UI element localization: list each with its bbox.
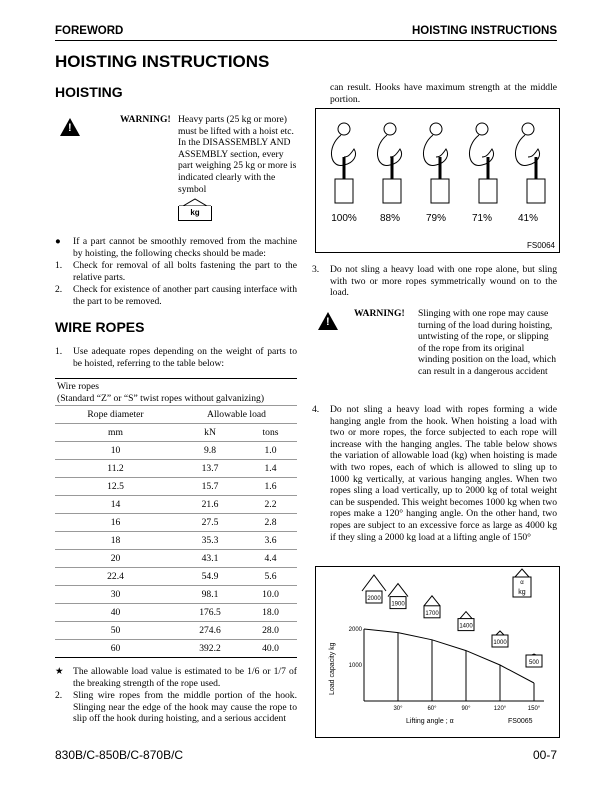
table-row [55,514,297,532]
col-header-load: Allowable load [207,408,266,420]
rope-item-2 [55,690,297,725]
list-number: 1. [55,260,63,271]
table-cell: 43.1 [176,550,244,568]
table-row [55,460,297,478]
table-row [55,568,297,586]
header-section: FOREWORD [55,25,124,37]
sling-icon [362,575,386,591]
y-tick-label: 1000 [348,663,362,669]
hook-strength-label: 100% [331,213,357,224]
hook-strength-label: 41% [517,213,539,224]
page-title: HOISTING INSTRUCTIONS [55,52,270,71]
table-row [55,496,297,514]
table-cell: 2.8 [244,514,297,532]
lifting-angle-figure [315,566,560,738]
list-text: Check for existence of another part causing interface with the part to be removed. [73,284,297,307]
table-cell: 14 [55,496,176,514]
load-label: 1700 [425,610,439,617]
hook-icon [331,123,355,203]
warning-text: Heavy parts (25 kg or more) must be lifted with a hoist etc. In the DISASSEMBLY AND ASSEMBLY section, every part weighing 25 kg or more is indicated clearly with the symbol [178,114,297,195]
table-cell: 35.3 [176,532,244,550]
page-header [55,26,557,41]
x-axis-label: Lifting angle ; α [406,718,454,725]
rope-item-1 [55,346,297,369]
sling-icon [496,631,504,635]
load-label: 1000 [493,640,507,646]
y-axis-label: Load capacity kg [329,642,336,695]
note-text: The allowable load value is estimated to be 1/6 or 1/7 of the breaking strength of the rope used. [73,666,297,689]
table-row [55,604,297,622]
list-text: Use adequate ropes depending on the weight of parts to be hoisted, referring to the table below: [73,346,297,369]
table-cell: 1.4 [244,460,297,478]
bullet-item [55,236,297,259]
rope-table-grid [55,406,297,657]
list-number: 2. [55,284,63,295]
bullet-text: If a part cannot be smoothly removed from the machine by hoisting, the following checks should be made: [73,236,297,259]
star-note [55,666,297,689]
table-cell: 18.0 [244,604,297,622]
table-cell: 54.9 [176,568,244,586]
check-item-1 [55,260,297,283]
star-icon: ★ [55,666,64,677]
table-row [55,586,297,604]
sling-icon [424,596,440,606]
hook-icon [423,123,449,203]
legend-angle-symbol: α [520,580,524,586]
hook-icon [515,123,545,203]
heading-hoisting: HOISTING [55,84,123,100]
table-cell: 10.0 [244,586,297,604]
load-label: 1900 [391,601,405,608]
table-cell: 27.5 [176,514,244,532]
y-tick-label: 2000 [348,627,362,633]
table-row [55,550,297,568]
sling-icon [460,612,472,619]
table-caption [55,379,297,406]
table-cell: 98.1 [176,586,244,604]
table-row [55,478,297,496]
table-row [55,532,297,550]
wire-rope-table [55,378,297,658]
lifting-angle-chart [316,567,559,737]
x-tick-label: 30° [393,706,403,712]
list-number: 3. [312,264,320,275]
hook-strength-figure [315,108,560,253]
hook-illustrations [316,109,559,252]
x-tick-label: 120° [493,706,507,712]
table-cell: 22.4 [55,568,176,586]
unit-mm: mm [55,424,176,442]
figure-code: FS0065 [508,718,533,725]
table-cell: 50 [55,622,176,640]
warning-heavy-parts [60,114,297,195]
table-cell: 9.8 [176,442,244,460]
caption-line: (Standard “Z” or “S” twist ropes without galvanizing) [57,392,265,404]
warning-label: WARNING! [120,114,171,125]
table-cell: 10 [55,442,176,460]
table-cell: 12.5 [55,478,176,496]
footer-page-number: 00-7 [532,748,557,762]
list-number: 4. [312,404,320,415]
table-cell: 20 [55,550,176,568]
load-label: 2000 [367,596,381,602]
col-header-diameter: Rope diameter [87,408,144,420]
table-cell: 274.6 [176,622,244,640]
caption-line: Wire ropes [57,381,99,392]
x-tick-label: 150° [527,706,541,712]
table-cell: 21.6 [176,496,244,514]
table-row [55,640,297,658]
table-cell: 1.6 [244,478,297,496]
load-label: 500 [528,660,540,666]
table-cell: 5.6 [244,568,297,586]
legend-sling-icon [515,569,529,577]
table-cell: 176.5 [176,604,244,622]
hook-strength-label: 71% [471,213,493,224]
header-topic: HOISTING INSTRUCTIONS [411,25,557,37]
list-text: Do not sling a heavy load with ropes forming a wide hanging angle from the hook. When hoisting a load with two or more ropes, the force subjected to each rope will increase with the hanging angles. The table below shows the variation of allowable load (kg) when hoisting is made with two ropes, each of which is allowed to sling up to 1000 kg vertically, at various hanging angles. When two ropes sling a load vertically, up to 2000 kg of total weight can be suspended. This weight becomes 1000 kg when two ropes make a 120° hanging angle. On the other hand, two ropes are subject to an excessive force as large as 4000 kg if they sling a 2000 kg load at a lifting angle of 150° [330,404,557,543]
table-cell: 4.4 [244,550,297,568]
warning-label: WARNING! [354,308,405,319]
table-cell: 13.7 [176,460,244,478]
table-row [55,442,297,460]
hook-strength-label: 88% [379,213,401,224]
table-cell: 11.2 [55,460,176,478]
list-text: Do not sling a heavy load with one rope alone, but sling with two or more ropes symmetrically wound on to the load. [330,264,557,299]
table-cell: 2.2 [244,496,297,514]
table-cell: 1.0 [244,442,297,460]
table-cell: 40.0 [244,640,297,658]
rope-item-2-continued: can result. Hooks have maximum strength at the middle portion. [330,82,557,105]
load-label: 1400 [459,623,473,630]
x-tick-label: 90° [461,706,471,712]
hook-icon [377,123,401,203]
table-cell: 16 [55,514,176,532]
kg-symbol-icon [178,206,212,221]
footer-model: 830B/C-850B/C-870B/C [55,748,184,762]
check-item-2 [55,284,297,307]
unit-kn: kN [176,424,244,442]
legend-unit: kg [518,589,526,596]
sling-icon [388,584,408,597]
bullet-icon: ● [55,236,61,247]
kg-symbol-text: kg [190,208,200,217]
heading-wire-ropes: WIRE ROPES [55,319,145,335]
hook-strength-label: 79% [425,213,447,224]
rope-item-3 [312,264,557,299]
warning-one-rope [318,308,557,378]
list-number: 2. [55,690,63,701]
table-cell: 28.0 [244,622,297,640]
list-text: Sling wire ropes from the middle portion of the hook. Slinging near the edge of the hook may cause the rope to slip off the hook during hoisting, and a serious accident [73,690,297,725]
table-cell: 18 [55,532,176,550]
table-row [55,622,297,640]
warning-text: Slinging with one rope may cause turning of the load during hoisting, untwisting of the rope, or slipping of the rope from its original winding position on the load, which can result in a dangerous accident [418,308,557,377]
table-cell: 30 [55,586,176,604]
x-tick-label: 60° [427,706,437,712]
rope-item-4 [312,404,557,543]
warning-icon [60,118,80,136]
hook-icon [469,123,497,203]
table-cell: 3.6 [244,532,297,550]
figure-code: FS0064 [526,241,555,250]
table-cell: 15.7 [176,478,244,496]
warning-icon [318,312,338,330]
table-cell: 40 [55,604,176,622]
list-number: 1. [55,346,63,357]
table-cell: 60 [55,640,176,658]
unit-tons: tons [244,424,297,442]
list-text: Check for removal of all bolts fastening the part to the relative parts. [73,260,297,283]
table-cell: 392.2 [176,640,244,658]
